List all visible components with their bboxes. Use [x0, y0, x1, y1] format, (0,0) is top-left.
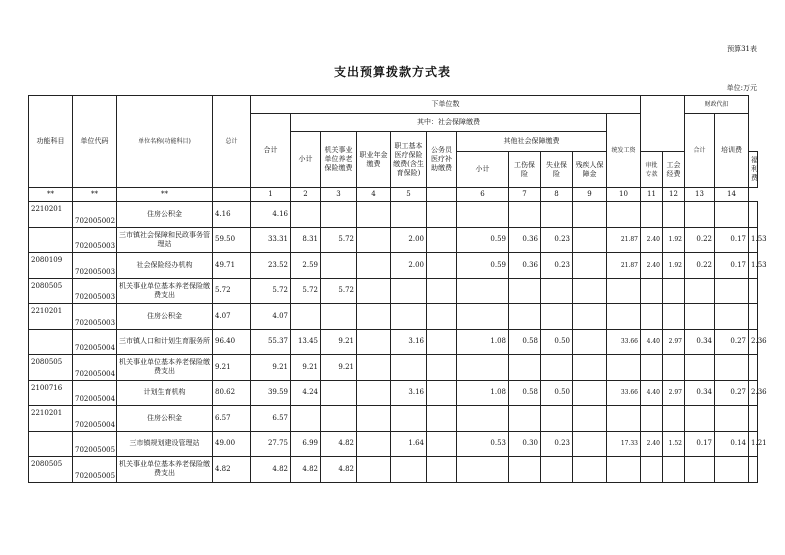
unit-label: 单位:万元: [726, 84, 757, 92]
total-cell: 5.72: [213, 278, 251, 304]
func-code-cell: 2210201: [29, 202, 73, 228]
value-cell: [749, 355, 758, 381]
value-cell: 0.27: [715, 329, 749, 355]
unit-code-cell: 702005004: [73, 355, 117, 381]
total-cell: 96.40: [213, 329, 251, 355]
table-row: [29, 431, 758, 457]
unit-code-cell: 702005003: [73, 304, 117, 330]
col-number: 5: [391, 188, 427, 202]
value-cell: [357, 202, 391, 228]
value-cell: 2.40: [641, 431, 663, 457]
col-number: 9: [573, 188, 607, 202]
value-cell: 1.64: [391, 431, 427, 457]
table-row: [29, 202, 758, 228]
value-cell: [457, 202, 509, 228]
col-number: 4: [357, 188, 391, 202]
value-cell: [685, 304, 715, 330]
value-cell: [321, 406, 357, 432]
stars-cell: **: [29, 188, 73, 202]
value-cell: [457, 457, 509, 483]
value-cell: [427, 380, 457, 406]
value-cell: 0.50: [541, 380, 573, 406]
value-cell: [663, 406, 685, 432]
total-cell: 80.62: [213, 380, 251, 406]
value-cell: [357, 355, 391, 381]
table-body: [29, 202, 767, 483]
value-cell: 3.16: [391, 380, 427, 406]
value-cell: 1.21: [749, 431, 758, 457]
value-cell: [715, 355, 749, 381]
value-cell: 0.58: [509, 380, 541, 406]
table-row: [29, 457, 758, 483]
value-cell: [573, 406, 607, 432]
func-code-cell: 2080505: [29, 355, 73, 381]
value-cell: [427, 278, 457, 304]
unit-name-cell: 机关事业单位基本养老保险缴费支出: [117, 278, 213, 304]
value-cell: 0.36: [509, 227, 541, 253]
header-other-social: 其他社会保障缴费: [457, 132, 607, 152]
value-cell: [427, 355, 457, 381]
value-cell: 6.99: [291, 431, 321, 457]
value-cell: 0.27: [715, 380, 749, 406]
value-cell: [509, 355, 541, 381]
header-other-subtotal: 小计: [457, 152, 509, 188]
value-cell: [607, 278, 641, 304]
value-cell: 1.53: [749, 227, 758, 253]
unit-code-cell: 702005002: [73, 202, 117, 228]
col-number: 1: [251, 188, 291, 202]
value-cell: 5.72: [321, 278, 357, 304]
value-cell: 4.07: [251, 304, 291, 330]
value-cell: [357, 227, 391, 253]
value-cell: 3.16: [391, 329, 427, 355]
func-code-cell: [29, 329, 73, 355]
value-cell: 21.87: [607, 253, 641, 279]
value-cell: [641, 406, 663, 432]
value-cell: 17.33: [607, 431, 641, 457]
value-cell: [357, 431, 391, 457]
value-cell: 33.31: [251, 227, 291, 253]
header-medical: 职工基本医疗保险缴费(含生育保险): [391, 132, 427, 188]
unit-code-cell: 702005003: [73, 253, 117, 279]
total-cell: 6.57: [213, 406, 251, 432]
unit-name-cell: 住房公积金: [117, 304, 213, 330]
value-cell: 6.57: [251, 406, 291, 432]
value-cell: [391, 457, 427, 483]
value-cell: 9.21: [321, 355, 357, 381]
value-cell: [607, 406, 641, 432]
unit-code-cell: 702005003: [73, 227, 117, 253]
value-cell: 4.40: [641, 380, 663, 406]
col-number: 13: [685, 188, 715, 202]
unit-code-cell: 702005004: [73, 329, 117, 355]
unit-name-cell: 三市镇规划建设管理站: [117, 431, 213, 457]
value-cell: [427, 227, 457, 253]
header-special: 审批专款: [641, 152, 663, 188]
value-cell: 2.40: [641, 227, 663, 253]
table-row: [29, 355, 758, 381]
value-cell: [573, 457, 607, 483]
value-cell: [391, 304, 427, 330]
col-number: [427, 188, 457, 202]
value-cell: 0.34: [685, 329, 715, 355]
value-cell: [427, 431, 457, 457]
func-code-cell: 2210201: [29, 304, 73, 330]
unit-name-cell: 三市镇社会保障和民政事务管理站: [117, 227, 213, 253]
total-cell: 4.16: [213, 202, 251, 228]
value-cell: 0.17: [715, 253, 749, 279]
col-number: 10: [607, 188, 641, 202]
value-cell: [391, 202, 427, 228]
value-cell: 4.24: [291, 380, 321, 406]
value-cell: [663, 202, 685, 228]
value-cell: 33.66: [607, 329, 641, 355]
header-lower-payment: 下单位数: [251, 96, 641, 114]
stars-cell: **: [73, 188, 117, 202]
value-cell: [573, 227, 607, 253]
value-cell: [357, 329, 391, 355]
unit-name-cell: 住房公积金: [117, 202, 213, 228]
value-cell: [541, 202, 573, 228]
value-cell: 2.59: [291, 253, 321, 279]
col-number: 2: [291, 188, 321, 202]
stars-cell: [213, 188, 251, 202]
header-disabled: 残疾人保障金: [573, 152, 607, 188]
value-cell: [321, 253, 357, 279]
value-cell: [357, 406, 391, 432]
value-cell: [685, 457, 715, 483]
value-cell: [573, 329, 607, 355]
value-cell: 0.17: [685, 431, 715, 457]
col-number: 14: [715, 188, 749, 202]
value-cell: [541, 355, 573, 381]
value-cell: [607, 202, 641, 228]
header-unemployment: 失业保险: [541, 152, 573, 188]
col-number: 6: [457, 188, 509, 202]
header-welfare: 福利费: [749, 152, 758, 188]
value-cell: [291, 202, 321, 228]
value-cell: 5.72: [321, 227, 357, 253]
value-cell: 21.87: [607, 227, 641, 253]
value-cell: 2.36: [749, 329, 758, 355]
value-cell: 55.37: [251, 329, 291, 355]
value-cell: [749, 406, 758, 432]
table-row: [29, 253, 758, 279]
header-unit-code: 单位代码: [73, 96, 117, 188]
value-cell: 0.34: [685, 380, 715, 406]
func-code-cell: [29, 227, 73, 253]
unit-code-cell: 702005005: [73, 431, 117, 457]
value-cell: 0.23: [541, 431, 573, 457]
header-unit-name: 单位名称(功能科目): [117, 96, 213, 188]
value-cell: [541, 278, 573, 304]
unit-name-cell: 三市镇人口和计划生育服务所: [117, 329, 213, 355]
value-cell: 27.75: [251, 431, 291, 457]
value-cell: 5.72: [291, 278, 321, 304]
value-cell: [541, 304, 573, 330]
value-cell: 4.16: [251, 202, 291, 228]
value-cell: 1.92: [663, 227, 685, 253]
value-cell: [291, 304, 321, 330]
value-cell: [391, 406, 427, 432]
header-civil-medical: 公务员医疗补助缴费: [427, 132, 457, 188]
value-cell: [573, 380, 607, 406]
value-cell: 1.08: [457, 380, 509, 406]
value-cell: 0.58: [509, 329, 541, 355]
value-cell: [573, 278, 607, 304]
value-cell: 4.82: [251, 457, 291, 483]
value-cell: [749, 278, 758, 304]
stars-cell: **: [117, 188, 213, 202]
header-injury: 工伤保险: [509, 152, 541, 188]
value-cell: 0.53: [457, 431, 509, 457]
value-cell: [427, 304, 457, 330]
value-cell: [509, 202, 541, 228]
value-cell: [607, 457, 641, 483]
value-cell: [641, 457, 663, 483]
unit-name-cell: 机关事业单位基本养老保险缴费支出: [117, 355, 213, 381]
value-cell: [357, 304, 391, 330]
value-cell: [357, 253, 391, 279]
value-cell: [321, 202, 357, 228]
header-fiscal: 财政代扣: [685, 96, 749, 114]
col-number: 8: [541, 188, 573, 202]
header-subtotal: 小计: [291, 132, 321, 188]
header-func-code: 功能科目: [29, 96, 73, 188]
value-cell: [321, 304, 357, 330]
table-number: 预算31表: [727, 45, 757, 53]
value-cell: [663, 457, 685, 483]
value-cell: [715, 304, 749, 330]
table-row: [29, 278, 758, 304]
value-cell: 0.23: [541, 227, 573, 253]
page-title: 支出预算拨款方式表: [333, 65, 451, 79]
value-cell: 0.50: [541, 329, 573, 355]
value-cell: [685, 202, 715, 228]
value-cell: 39.59: [251, 380, 291, 406]
value-cell: [427, 253, 457, 279]
value-cell: 13.45: [291, 329, 321, 355]
value-cell: [715, 202, 749, 228]
unit-code-cell: 702005003: [73, 278, 117, 304]
value-cell: [573, 431, 607, 457]
value-cell: 4.82: [321, 457, 357, 483]
total-cell: 4.07: [213, 304, 251, 330]
value-cell: 2.00: [391, 227, 427, 253]
value-cell: [749, 457, 758, 483]
value-cell: 8.31: [291, 227, 321, 253]
unit-code-cell: 702005004: [73, 406, 117, 432]
col-number: 12: [663, 188, 685, 202]
value-cell: 1.92: [663, 253, 685, 279]
value-cell: [457, 406, 509, 432]
total-cell: 4.82: [213, 457, 251, 483]
table-row: [29, 304, 758, 330]
value-cell: 9.21: [251, 355, 291, 381]
value-cell: [749, 202, 758, 228]
value-cell: 2.40: [641, 253, 663, 279]
value-cell: [427, 406, 457, 432]
table-row: [29, 329, 758, 355]
value-cell: [509, 457, 541, 483]
table-row: [29, 227, 758, 253]
value-cell: [427, 457, 457, 483]
value-cell: 1.52: [663, 431, 685, 457]
value-cell: [541, 457, 573, 483]
func-code-cell: 2080109: [29, 253, 73, 279]
total-cell: 9.21: [213, 355, 251, 381]
value-cell: [357, 380, 391, 406]
func-code-cell: 2100716: [29, 380, 73, 406]
value-cell: [715, 278, 749, 304]
value-cell: [357, 457, 391, 483]
value-cell: 0.14: [715, 431, 749, 457]
unit-name-cell: 机关事业单位基本养老保险缴费支出: [117, 457, 213, 483]
header-pension: 机关事业单位养老保险缴费: [321, 132, 357, 188]
value-cell: 0.22: [685, 253, 715, 279]
value-cell: [607, 355, 641, 381]
value-cell: [685, 278, 715, 304]
value-cell: 33.66: [607, 380, 641, 406]
value-cell: [641, 202, 663, 228]
unit-code-cell: 702005005: [73, 457, 117, 483]
unit-code-cell: 702005004: [73, 380, 117, 406]
unit-name-cell: 计划生育机构: [117, 380, 213, 406]
col-number: 3: [321, 188, 357, 202]
value-cell: [509, 304, 541, 330]
value-cell: 0.59: [457, 227, 509, 253]
value-cell: [427, 329, 457, 355]
value-cell: [427, 202, 457, 228]
value-cell: 5.72: [251, 278, 291, 304]
value-cell: [291, 406, 321, 432]
value-cell: [457, 278, 509, 304]
value-cell: [749, 304, 758, 330]
value-cell: 0.59: [457, 253, 509, 279]
header-subtotal-total: 合计: [251, 114, 291, 188]
header-social-insurance: 其中：社会保障缴费: [291, 114, 607, 132]
value-cell: [457, 355, 509, 381]
value-cell: [573, 202, 607, 228]
unit-name-cell: 住房公积金: [117, 406, 213, 432]
func-code-cell: [29, 431, 73, 457]
total-cell: 49.71: [213, 253, 251, 279]
col-number: 11: [641, 188, 663, 202]
func-code-cell: 2080505: [29, 278, 73, 304]
value-cell: 2.36: [749, 380, 758, 406]
header-blank: [641, 96, 685, 152]
value-cell: 2.97: [663, 380, 685, 406]
value-cell: [357, 278, 391, 304]
value-cell: 0.36: [509, 253, 541, 279]
value-cell: 2.97: [663, 329, 685, 355]
value-cell: 2.00: [391, 253, 427, 279]
value-cell: [663, 278, 685, 304]
header-occupational-annuity: 职业年金缴费: [357, 132, 391, 188]
value-cell: [391, 355, 427, 381]
value-cell: [663, 304, 685, 330]
value-cell: 4.82: [291, 457, 321, 483]
value-cell: 9.21: [291, 355, 321, 381]
header-training: 培训费: [715, 114, 749, 188]
value-cell: [685, 355, 715, 381]
value-cell: 4.82: [321, 431, 357, 457]
value-cell: 0.17: [715, 227, 749, 253]
value-cell: [573, 304, 607, 330]
value-cell: 0.23: [541, 253, 573, 279]
table-row: [29, 406, 758, 432]
value-cell: [715, 457, 749, 483]
value-cell: [641, 304, 663, 330]
value-cell: [715, 406, 749, 432]
value-cell: [685, 406, 715, 432]
total-cell: 49.00: [213, 431, 251, 457]
value-cell: [509, 406, 541, 432]
value-cell: 0.30: [509, 431, 541, 457]
value-cell: 9.21: [321, 329, 357, 355]
header-salary: 统发工资: [607, 114, 641, 188]
value-cell: 23.52: [251, 253, 291, 279]
value-cell: 1.08: [457, 329, 509, 355]
value-cell: [321, 380, 357, 406]
value-cell: 1.53: [749, 253, 758, 279]
value-cell: 0.22: [685, 227, 715, 253]
value-cell: [607, 304, 641, 330]
col-number: 7: [509, 188, 541, 202]
header-fiscal-total: 合计: [685, 114, 715, 188]
func-code-cell: 2210201: [29, 406, 73, 432]
value-cell: [457, 304, 509, 330]
value-cell: [541, 406, 573, 432]
value-cell: [573, 253, 607, 279]
value-cell: [573, 355, 607, 381]
budget-table: [28, 95, 767, 483]
value-cell: [663, 355, 685, 381]
value-cell: [641, 355, 663, 381]
func-code-cell: 2080505: [29, 457, 73, 483]
total-cell: 59.50: [213, 227, 251, 253]
value-cell: 4.40: [641, 329, 663, 355]
unit-name-cell: 社会保险经办机构: [117, 253, 213, 279]
value-cell: [391, 278, 427, 304]
value-cell: [641, 278, 663, 304]
header-union: 工会经费: [663, 152, 685, 188]
value-cell: [509, 278, 541, 304]
header-total: 总计: [213, 96, 251, 188]
table-row: [29, 380, 758, 406]
